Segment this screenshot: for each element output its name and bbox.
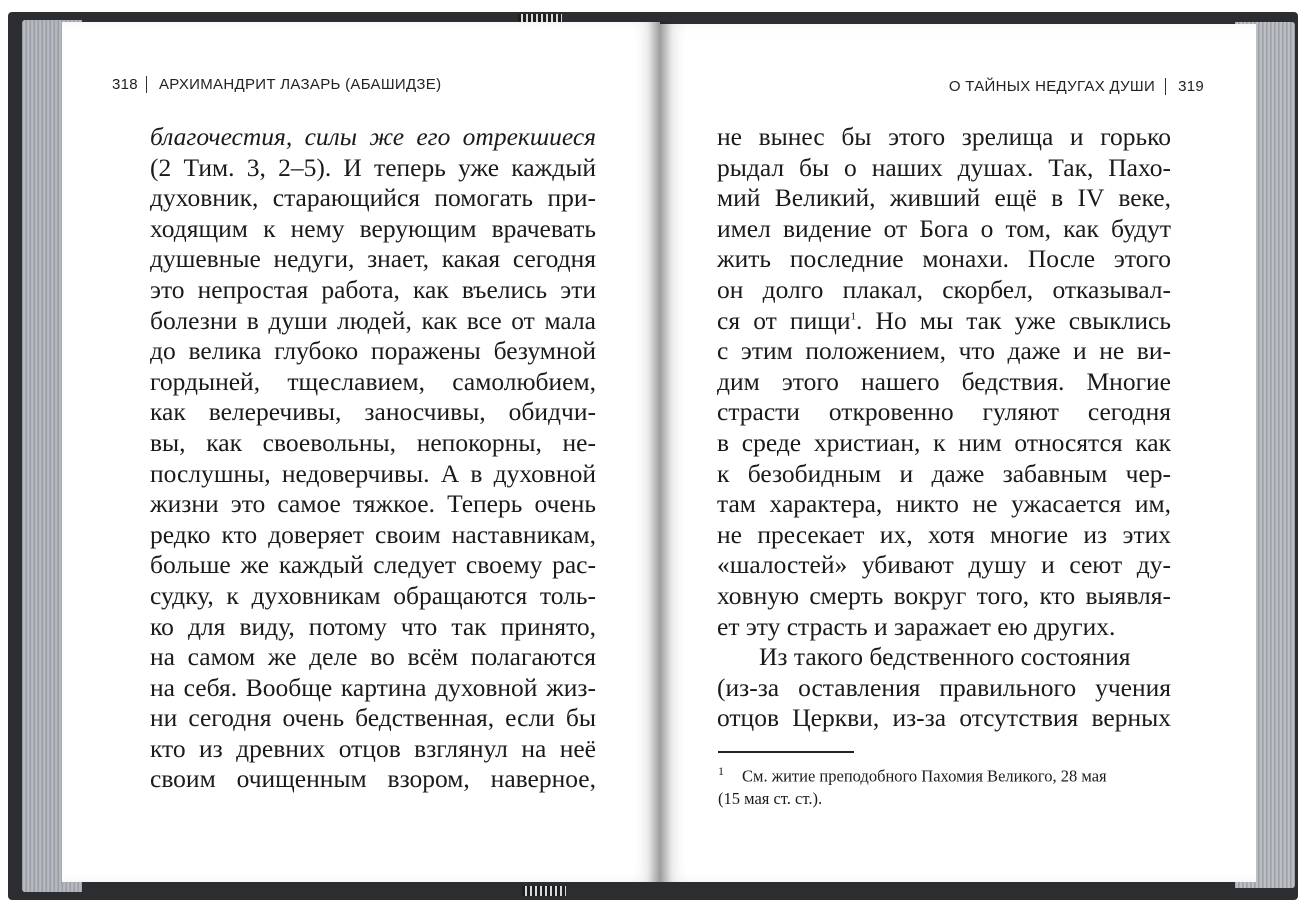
text-line: [717, 489, 1171, 520]
line-text: ни сегодня очень бедственная, если бы: [150, 703, 596, 733]
text-line: [150, 489, 596, 520]
text-line: [150, 122, 596, 153]
right-page-number: 319: [1165, 78, 1204, 95]
line-text: редко кто доверяет своим наставникам,: [150, 519, 596, 549]
line-text: на себя. Вообще картина духовной жиз-: [150, 672, 596, 702]
text-line: [150, 153, 596, 184]
line-text: до велика глубоко поражены безумной: [150, 336, 596, 366]
footnote-text-2: (15 мая ст. ст.).: [718, 788, 823, 808]
footnote-line-1: [718, 760, 1174, 788]
line-text: кто из древних отцов взглянул на неё: [150, 733, 596, 763]
text-line: [717, 183, 1171, 214]
right-running-head: [949, 78, 1204, 95]
text-line: [717, 214, 1171, 245]
text-line: [717, 673, 1171, 704]
line-text: как велеречивы, заносчивы, обидчи-: [150, 397, 596, 427]
text-line: [150, 673, 596, 704]
line-text: он долго плакал, скорбел, отказывал-: [717, 274, 1171, 304]
left-page-number: 318: [112, 76, 147, 93]
footnote-rule: [718, 751, 854, 753]
line-text: жизни это самое тяжкое. Теперь очень: [150, 489, 596, 519]
line-text: ся от пищи: [717, 305, 851, 335]
left-running-title: АРХИМАНДРИТ ЛАЗАРЬ (АБАШИДЗЕ): [158, 76, 442, 93]
line-text: к безобидным и даже забавным чер-: [717, 458, 1171, 488]
text-line: [717, 275, 1171, 306]
headband-bottom: [522, 886, 566, 896]
right-body-text: [717, 122, 1171, 734]
text-line: [717, 612, 1171, 643]
footnote-reference: 1: [850, 310, 857, 323]
text-line: [717, 428, 1171, 459]
line-text: ет эту страсть и заражает ею других.: [717, 611, 1116, 641]
line-text: с этим положением, что даже и не ви-: [717, 336, 1171, 366]
spine-shadow: [648, 22, 672, 882]
text-line: [717, 642, 1171, 673]
left-body-text: [150, 122, 596, 795]
text-line: [150, 336, 596, 367]
line-text: имел видение от Бога о том, как будут: [717, 213, 1171, 243]
text-line: [150, 397, 596, 428]
line-text: вы, как своевольны, непокорны, не-: [150, 427, 596, 457]
line-text: ходящим к нему верующим врачевать: [150, 213, 596, 243]
footnote-text-1: См. житие преподобного Пахомия Великого, 28 мая: [742, 766, 1107, 786]
line-text: рыдал бы о наших душах. Так, Пахо-: [717, 152, 1171, 182]
text-line: [717, 550, 1171, 581]
line-text: «шалостей» убивают душу и сеют ду-: [717, 550, 1171, 580]
text-line: [150, 612, 596, 643]
footnote-mark: 1: [718, 764, 724, 778]
text-line: [717, 153, 1171, 184]
line-text: (из-за оставления правильного учения: [717, 672, 1171, 702]
line-text-after: . Но мы так уже свыклись: [856, 305, 1172, 335]
line-text: Из такого бедственного состояния: [759, 642, 1131, 672]
text-line: [150, 367, 596, 398]
text-line: [717, 581, 1171, 612]
text-line: [150, 428, 596, 459]
text-line: [150, 459, 596, 490]
text-line: [717, 459, 1171, 490]
right-page: [660, 24, 1256, 882]
text-line: [150, 244, 596, 275]
line-text: в среде христиан, к ним относятся как: [717, 427, 1171, 457]
line-text: (2 Тим. 3, 2–5). И теперь уже каждый: [150, 152, 596, 182]
text-line: [717, 244, 1171, 275]
text-line: [150, 550, 596, 581]
line-text: страсти откровенно гуляют сегодня: [717, 397, 1171, 427]
text-line: [150, 520, 596, 551]
left-running-head: [112, 76, 441, 93]
line-text: своим очищенным взором, наверное,: [150, 764, 596, 794]
line-text: не пресекает их, хотя многие из этих: [717, 519, 1171, 549]
text-line: [717, 397, 1171, 428]
footnote: [718, 760, 1174, 810]
line-text: болезни в души людей, как все от мала: [150, 305, 596, 335]
line-text: духовник, старающийся помогать при-: [150, 183, 596, 213]
text-line: [717, 336, 1171, 367]
text-line: [717, 703, 1171, 734]
right-running-title: О ТАЙНЫХ НЕДУГАХ ДУШИ: [948, 78, 1156, 95]
text-line: [150, 642, 596, 673]
line-text: душевные недуги, знает, какая сегодня: [150, 244, 596, 274]
text-line: [150, 275, 596, 306]
line-text: там характера, никто не ужасается им,: [717, 489, 1171, 519]
line-text: гордыней, тщеславием, самолюбием,: [150, 366, 596, 396]
left-page: [62, 22, 660, 882]
line-text: отцов Церкви, из-за отсутствия верных: [717, 703, 1171, 733]
line-text: мий Великий, живший ещё в IV веке,: [717, 183, 1171, 213]
text-line: [717, 306, 1171, 337]
text-line: [150, 183, 596, 214]
text-line: [717, 520, 1171, 551]
line-text: не вынес бы этого зрелища и горько: [717, 122, 1171, 151]
text-line: [150, 734, 596, 765]
line-text: дим этого нашего бедствия. Многие: [717, 366, 1171, 396]
line-text: послушны, недоверчивы. А в духовной: [150, 458, 596, 488]
line-text: судку, к духовникам обращаются толь-: [150, 580, 596, 610]
line-text: ховную смерть вокруг того, кто выявля-: [717, 580, 1171, 610]
text-line: [717, 122, 1171, 153]
text-line: [150, 764, 596, 795]
line-text: жить последние монахи. После этого: [717, 244, 1171, 274]
line-text: это непростая работа, как въелись эти: [150, 274, 596, 304]
text-line: [150, 581, 596, 612]
italic-text: благочестия, силы же его отрекшиеся: [150, 122, 596, 151]
line-text: ко для виду, потому что так принято,: [150, 611, 596, 641]
text-line: [717, 367, 1171, 398]
line-text: на самом же деле во всём полагаются: [150, 642, 596, 672]
text-line: [150, 214, 596, 245]
text-line: [150, 703, 596, 734]
text-line: [150, 306, 596, 337]
line-text: больше же каждый следует своему рас-: [150, 550, 596, 580]
